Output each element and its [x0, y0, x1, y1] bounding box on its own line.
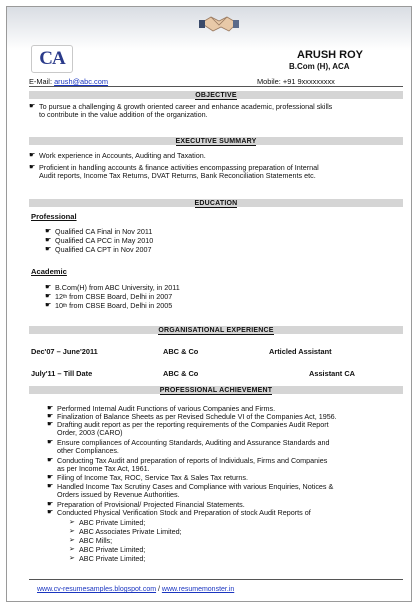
arrow-bullet-icon: ☛ [45, 246, 52, 253]
contact-divider [29, 86, 403, 87]
stock-audit-client: ➢ ABC Private Limited; [69, 518, 146, 527]
achievement-item: ☛ Handled Income Tax Scrutiny Cases and Compliance with various Enquiries, Notices & [47, 482, 334, 491]
arrow-bullet-icon: ☛ [45, 284, 52, 291]
mobile-label: Mobile: [257, 77, 281, 86]
professional-item: ☛ Qualified CA CPT in Nov 2007 [45, 245, 152, 254]
chevron-bullet-icon: ➢ [69, 546, 75, 553]
chevron-bullet-icon: ➢ [69, 537, 75, 544]
arrow-bullet-icon: ☛ [47, 439, 54, 446]
arrow-bullet-icon: ☛ [45, 302, 52, 309]
summary-line-2: ☛ Proficient in handling accounts & finance activities encompassing preparation of Internal [29, 163, 319, 172]
professional-subheading: Professional [31, 212, 77, 221]
candidate-name: ARUSH ROY [297, 49, 364, 61]
arrow-bullet-icon: ☛ [47, 474, 54, 481]
achievement-item: ☛ Conducted Physical Verification Stock and Preparation of stock Audit Reports of [47, 508, 311, 517]
achievement-item: ☛ Drafting audit report as per the reporting requirements of the Companies Audit Report [47, 420, 329, 429]
section-objective-title: OBJECTIVE [29, 91, 403, 99]
arrow-bullet-icon: ☛ [45, 237, 52, 244]
arrow-bullet-icon: ☛ [47, 457, 54, 464]
summary-line-1: ☛ Work experience in Accounts, Auditing and Taxation. [29, 151, 206, 160]
stock-audit-client: ➢ ABC Associates Private Limited; [69, 527, 182, 536]
academic-subheading: Academic [31, 267, 67, 276]
achievement-item: ☛ Filing of Income Tax, ROC, Service Tax & Sales Tax returns. [47, 473, 248, 482]
experience-role: Articled Assistant [269, 347, 332, 356]
arrow-bullet-icon: ☛ [45, 293, 52, 300]
arrow-bullet-icon: ☛ [47, 413, 54, 420]
experience-company: ABC & Co [163, 369, 199, 378]
experience-period: Dec'07 – June'2011 [31, 347, 98, 356]
achievement-item-cont: Order, 2003 (CARO) [57, 428, 123, 437]
achievement-item: ☛ Preparation of Provisional/ Projected Financial Statements. [47, 500, 245, 509]
objective-line-1: ☛ To pursue a challenging & growth oriented career and enhance academic, professional skills [29, 102, 333, 111]
arrow-bullet-icon: ☛ [29, 164, 36, 171]
achievement-item-cont: other Compliances. [57, 446, 119, 455]
ca-logo: CA [31, 45, 73, 73]
footer-link-blog[interactable]: www.cv-resumesamples.blogspot.com [37, 586, 157, 593]
achievement-item: ☛ Finalization of Balance Sheets as per Revised Schedule VI of the Companies Act, 1956. [47, 412, 337, 421]
experience-role: Assistant CA [309, 369, 355, 378]
email-link[interactable]: arush@abc.com [54, 77, 108, 86]
summary-line-3: Audit reports, Income Tax Returns, DVAT Returns, Bank Reconciliation Statements etc. [39, 171, 316, 180]
professional-item: ☛ Qualified CA Final in Nov 2011 [45, 227, 153, 236]
chevron-bullet-icon: ➢ [69, 519, 75, 526]
section-achievement-title: PROFESSIONAL ACHIEVEMENT [29, 386, 403, 394]
achievement-item: ☛ Performed Internal Audit Functions of various Companies and Firms. [47, 404, 276, 413]
objective-line-2: to contribute in the value addition of the organization. [39, 110, 208, 119]
academic-item: ☛ 10th from CBSE Board, Delhi in 2005 [45, 301, 173, 310]
footer-link-site[interactable]: www.resumemonster.in [161, 586, 235, 593]
arrow-bullet-icon: ☛ [47, 483, 54, 490]
section-executive-summary-title: EXECUTIVE SUMMARY [29, 137, 403, 145]
mobile-number: +91 9xxxxxxxxx [282, 77, 335, 86]
email-label: E-Mail: [29, 77, 52, 86]
academic-item: ☛ B.Com(H) from ABC University, in 2011 [45, 283, 180, 292]
chevron-bullet-icon: ➢ [69, 528, 75, 535]
handshake-icon [199, 13, 239, 35]
professional-item: ☛ Qualified CA PCC in May 2010 [45, 236, 154, 245]
resume-page [6, 6, 412, 602]
arrow-bullet-icon: ☛ [47, 501, 54, 508]
footer-links: www.cv-resumesamples.blogspot.com / www.resumemonster.in [37, 586, 235, 593]
chevron-bullet-icon: ➢ [69, 555, 75, 562]
section-experience-title: ORGANISATIONAL EXPERIENCE [29, 326, 403, 334]
arrow-bullet-icon: ☛ [45, 228, 52, 235]
arrow-bullet-icon: ☛ [47, 509, 54, 516]
achievement-item-cont: as per Income Tax Act, 1961. [57, 464, 150, 473]
experience-company: ABC & Co [163, 347, 199, 356]
arrow-bullet-icon: ☛ [47, 421, 54, 428]
academic-item: ☛ 12th from CBSE Board, Delhi in 2007 [45, 292, 173, 301]
arrow-bullet-icon: ☛ [47, 405, 54, 412]
candidate-degree: B.Com (H), ACA [289, 62, 350, 71]
achievement-item: ☛ Ensure compliances of Accounting Standards, Auditing and Assurance Standards and [47, 438, 330, 447]
stock-audit-client: ➢ ABC Private Limited; [69, 545, 146, 554]
footer-divider [29, 579, 403, 580]
stock-audit-client: ➢ ABC Mills; [69, 536, 113, 545]
section-education-title: EDUCATION [29, 199, 403, 207]
stock-audit-client: ➢ ABC Private Limited; [69, 554, 146, 563]
experience-period: July'11 – Till Date [31, 369, 93, 378]
achievement-item-cont: Orders issued by Revenue Authorities. [57, 490, 180, 499]
achievement-item: ☛ Conducting Tax Audit and preparation of reports of Individuals, Firms and Companies [47, 456, 328, 465]
arrow-bullet-icon: ☛ [29, 103, 36, 110]
arrow-bullet-icon: ☛ [29, 152, 36, 159]
